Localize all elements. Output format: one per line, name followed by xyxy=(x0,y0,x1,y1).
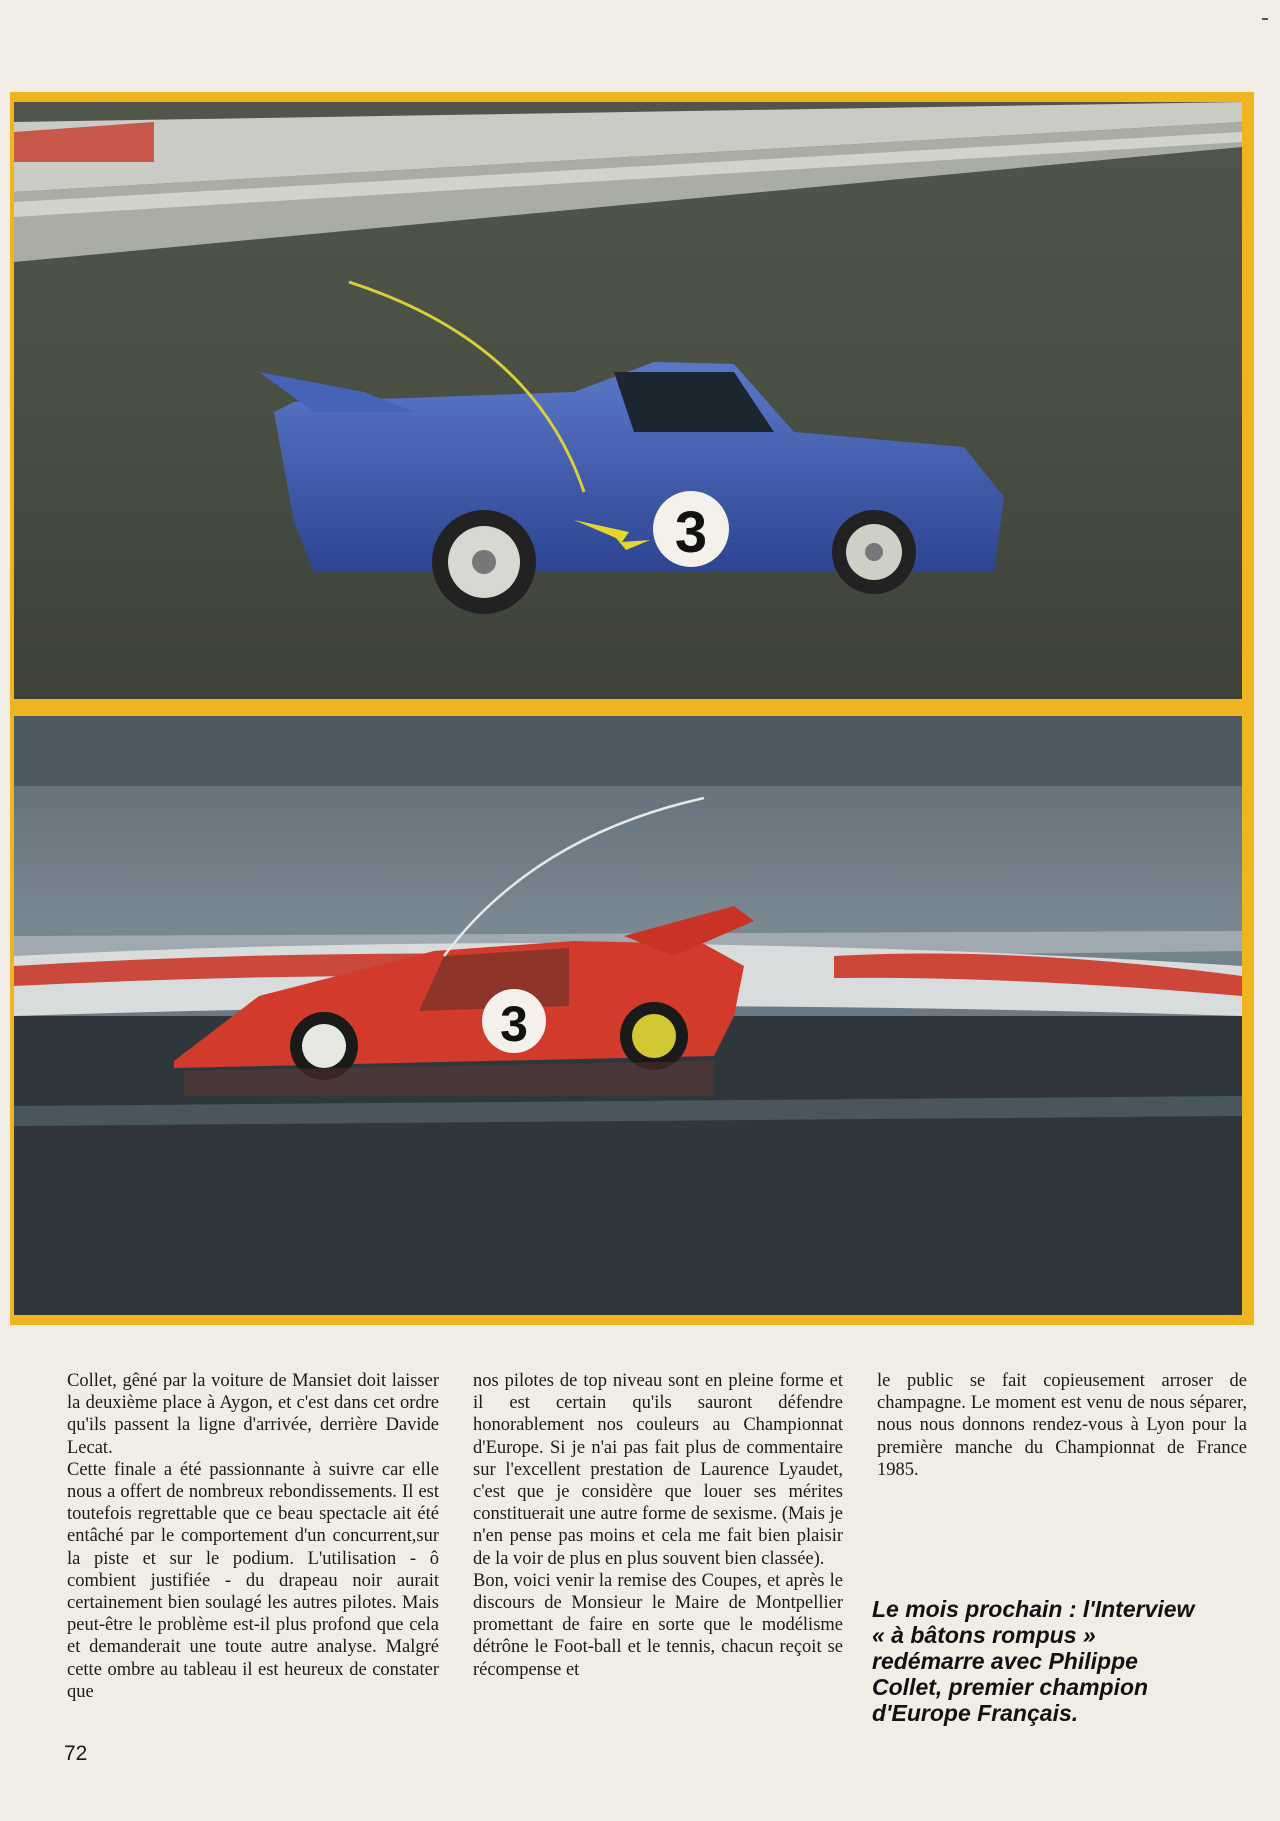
article-column-3 xyxy=(877,1370,1247,1481)
blue-rc-race-car-icon xyxy=(14,102,1242,699)
car-number-bottom: 3 xyxy=(500,996,528,1052)
paragraph: Bon, voici venir la remise des Coupes, et après le discours de Monsieur le Maire de Montpellier promettant de faire en sorte que le modélisme détrône le Foot-ball et le tennis, chacun reçoit se récompense et xyxy=(473,1570,843,1680)
paragraph: Collet, gêné par la voiture de Mansiet doit laisser la deuxième place à Aygon, et c'est dans cet ordre qu'ils passent la ligne d'arrivée, derrière Davide Lecat. xyxy=(67,1371,439,1458)
article-column-1 xyxy=(67,1370,439,1703)
paragraph: nos pilotes de top niveau sont en pleine forme et il est certain qu'ils sauront défendre honorablement nos couleurs au Championnat d'Europe. Si je n'ai pas fait plus de commentaire sur l'excellent prestation de Laurence Lyaudet, c'est que je considère que louer ses mérites constituerait une autre forme de sexisme. (Mais je n'en pense pas moins et cela me fait bien plaisir de la voir de plus en plus souvent bien classée). xyxy=(473,1371,843,1569)
paragraph: Cette finale a été passionnante à suivre car elle nous a offert de nombreux rebondissements. Il est toutefois regrettable que ce beau spectacle ait été entâché par le comportement d'un concurrent,sur la piste et sur le podium. L'utilisation - ô combient justifiée - du drapeau noir aurait certainement bien soulagé les autres pilotes. Mais peut-être le problème est-il plus profond que cela et demanderait une toute autre analyse. Malgré cette ombre au tableau il est heureux de constater que xyxy=(67,1459,439,1702)
print-mark xyxy=(1262,18,1268,20)
photo-red-car xyxy=(14,716,1242,1315)
next-month-callout: Le mois prochain : l'Interview « à bâtons rompus » redémarre avec Philippe Collet, premier champion d'Europe Français. xyxy=(872,1596,1195,1726)
article-column-2 xyxy=(473,1370,843,1681)
paragraph: le public se fait copieusement arroser de champagne. Le moment est venu de nous séparer, nous nous donnons rendez-vous à Lyon pour la première manche du Championnat de France 1985. xyxy=(877,1371,1247,1480)
page-number: 72 xyxy=(64,1742,88,1765)
photo-blue-car xyxy=(14,102,1242,699)
red-rc-race-car-icon xyxy=(14,716,1242,1315)
car-number-top: 3 xyxy=(674,500,708,565)
photo-frame xyxy=(10,92,1254,1325)
